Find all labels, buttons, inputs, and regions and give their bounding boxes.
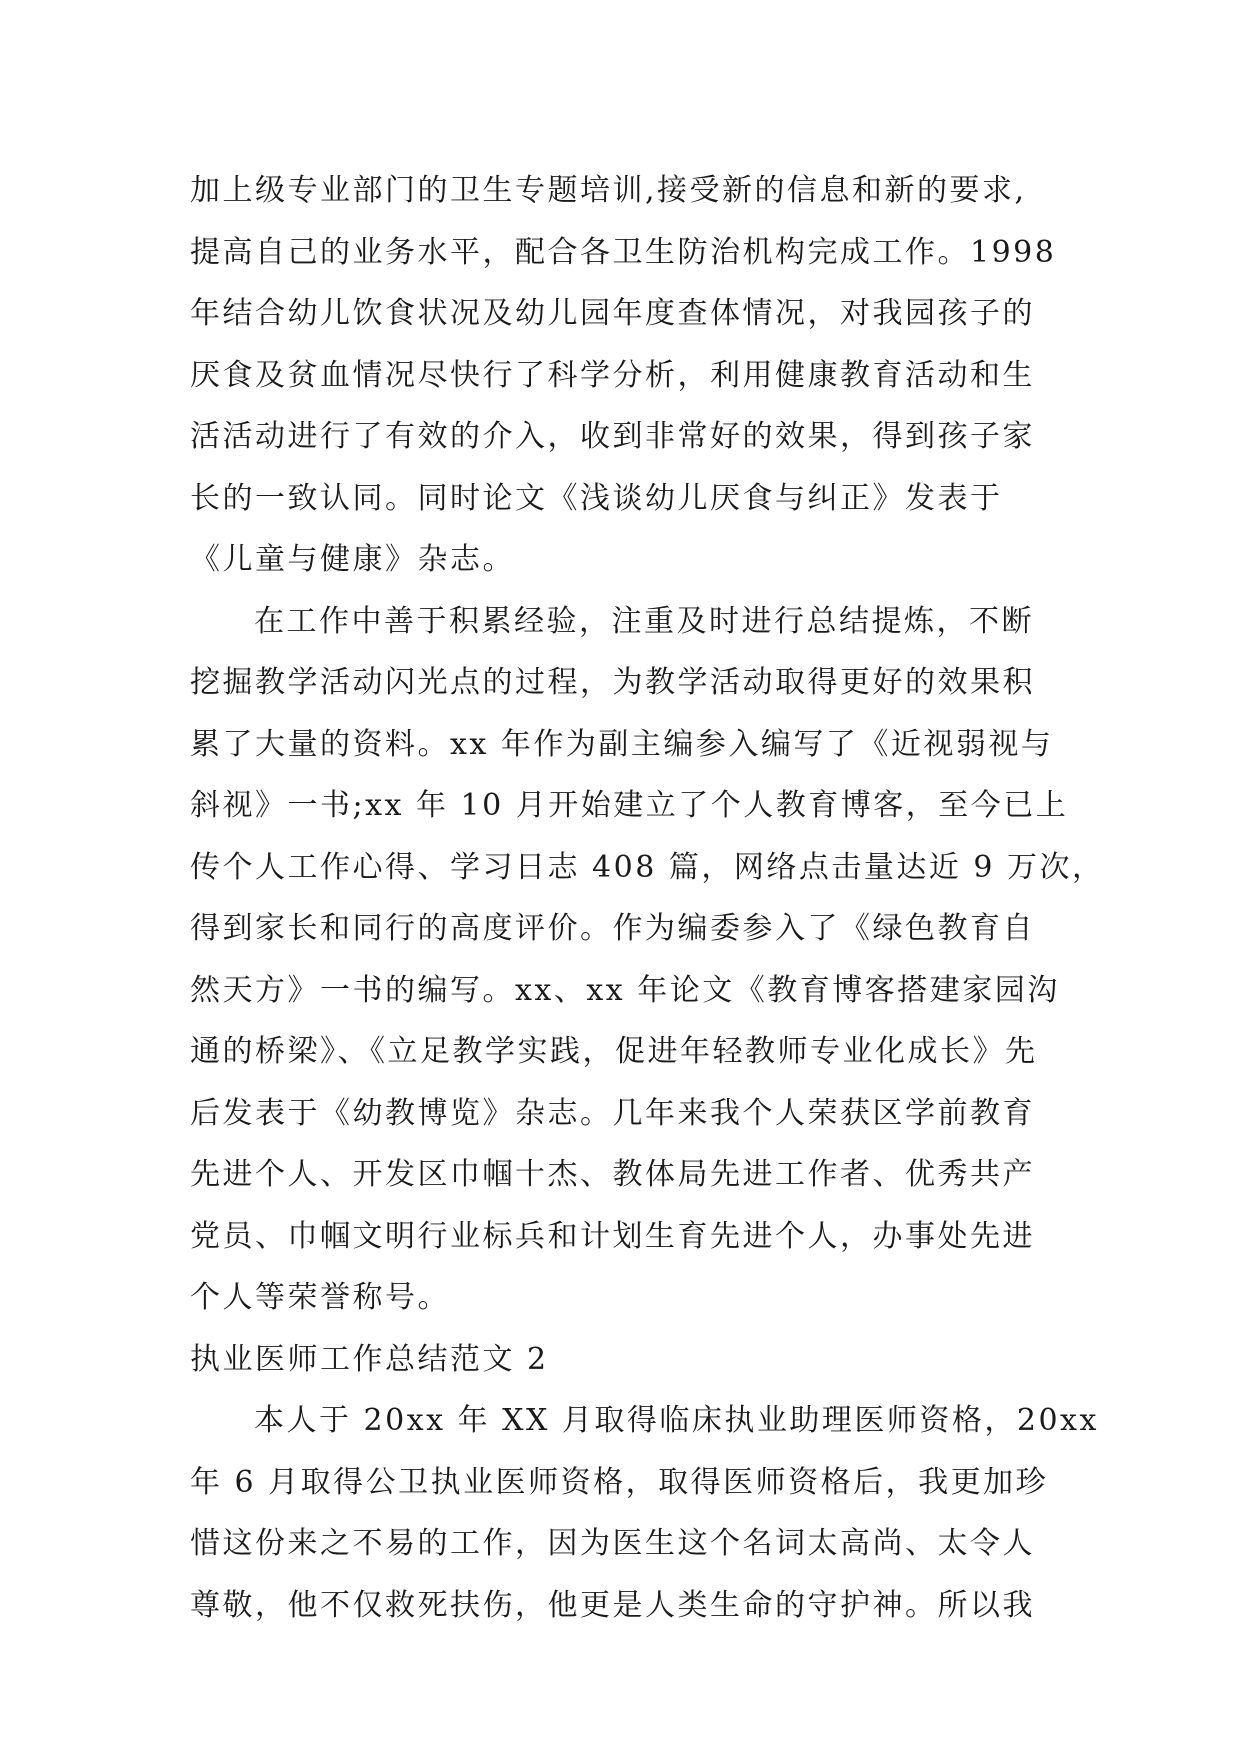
- text-line: 年结合幼儿饮食状况及幼儿园年度查体情况，对我园孩子的: [190, 296, 1035, 331]
- text-line: 提高自己的业务水平，配合各卫生防治机构完成工作。1998: [190, 234, 1057, 270]
- text-line: 尊敬，他不仅救死扶伤，他更是人类生命的守护神。所以我: [190, 1587, 1035, 1623]
- text-line: 后发表于《幼教博览》杂志。几年来我个人荣获区学前教育: [190, 1095, 1035, 1131]
- text-line: 然天方》一书的编写。xx、xx 年论文《教育博客搭建家园沟: [190, 972, 1060, 1008]
- text-line: 传个人工作心得、学习日志 408 篇，网络点击量达近 9 万次，: [190, 849, 1105, 885]
- text-line: 厌食及贫血情况尽快行了科学分析，利用健康教育活动和生: [190, 357, 1035, 393]
- text-line: 先进个人、开发区巾帼十杰、教体局先进工作者、优秀共产: [190, 1157, 1035, 1192]
- text-line: 党员、巾帼文明行业标兵和计划生育先进个人，办事处先进: [190, 1218, 1035, 1254]
- text-line: 在工作中善于积累经验，注重及时进行总结提炼，不断: [254, 603, 1034, 639]
- text-line: 斜视》一书;xx 年 10 月开始建立了个人教育博客，至今已上: [190, 788, 1069, 823]
- text-line: 个人等荣誉称号。: [190, 1280, 450, 1315]
- text-line: 惜这份来之不易的工作，因为医生这个名词太高尚、太令人: [190, 1526, 1035, 1561]
- text-line: 加上级专业部门的卫生专题培训,接受新的信息和新的要求,: [190, 173, 1027, 208]
- text-line: 得到家长和同行的高度评价。作为编委参入了《绿色教育自: [190, 911, 1035, 946]
- text-line: 年 6 月取得公卫执业医师资格，取得医师资格后，我更加珍: [190, 1464, 1049, 1500]
- text-line: 活活动进行了有效的介入，收到非常好的效果，得到孩子家: [190, 419, 1035, 454]
- text-line: 《儿童与健康》杂志。: [190, 542, 515, 577]
- document-body: [190, 160, 1105, 1636]
- text-line: 长的一致认同。同时论文《浅谈幼儿厌食与纠正》发表于: [190, 480, 1003, 516]
- text-line: 本人于 20xx 年 XX 月取得临床执业助理医师资格，20xx: [254, 1403, 1099, 1438]
- text-line: 通的桥梁》、《立足教学实践，促进年轻教师专业化成长》先: [190, 1034, 1038, 1069]
- text-line: 挖掘教学活动闪光点的过程，为教学活动取得更好的效果积: [190, 665, 1035, 700]
- section-heading: 执业医师工作总结范文 2: [190, 1341, 549, 1377]
- text-line: 累了大量的资料。xx 年作为副主编参入编写了《近视弱视与: [190, 726, 1054, 762]
